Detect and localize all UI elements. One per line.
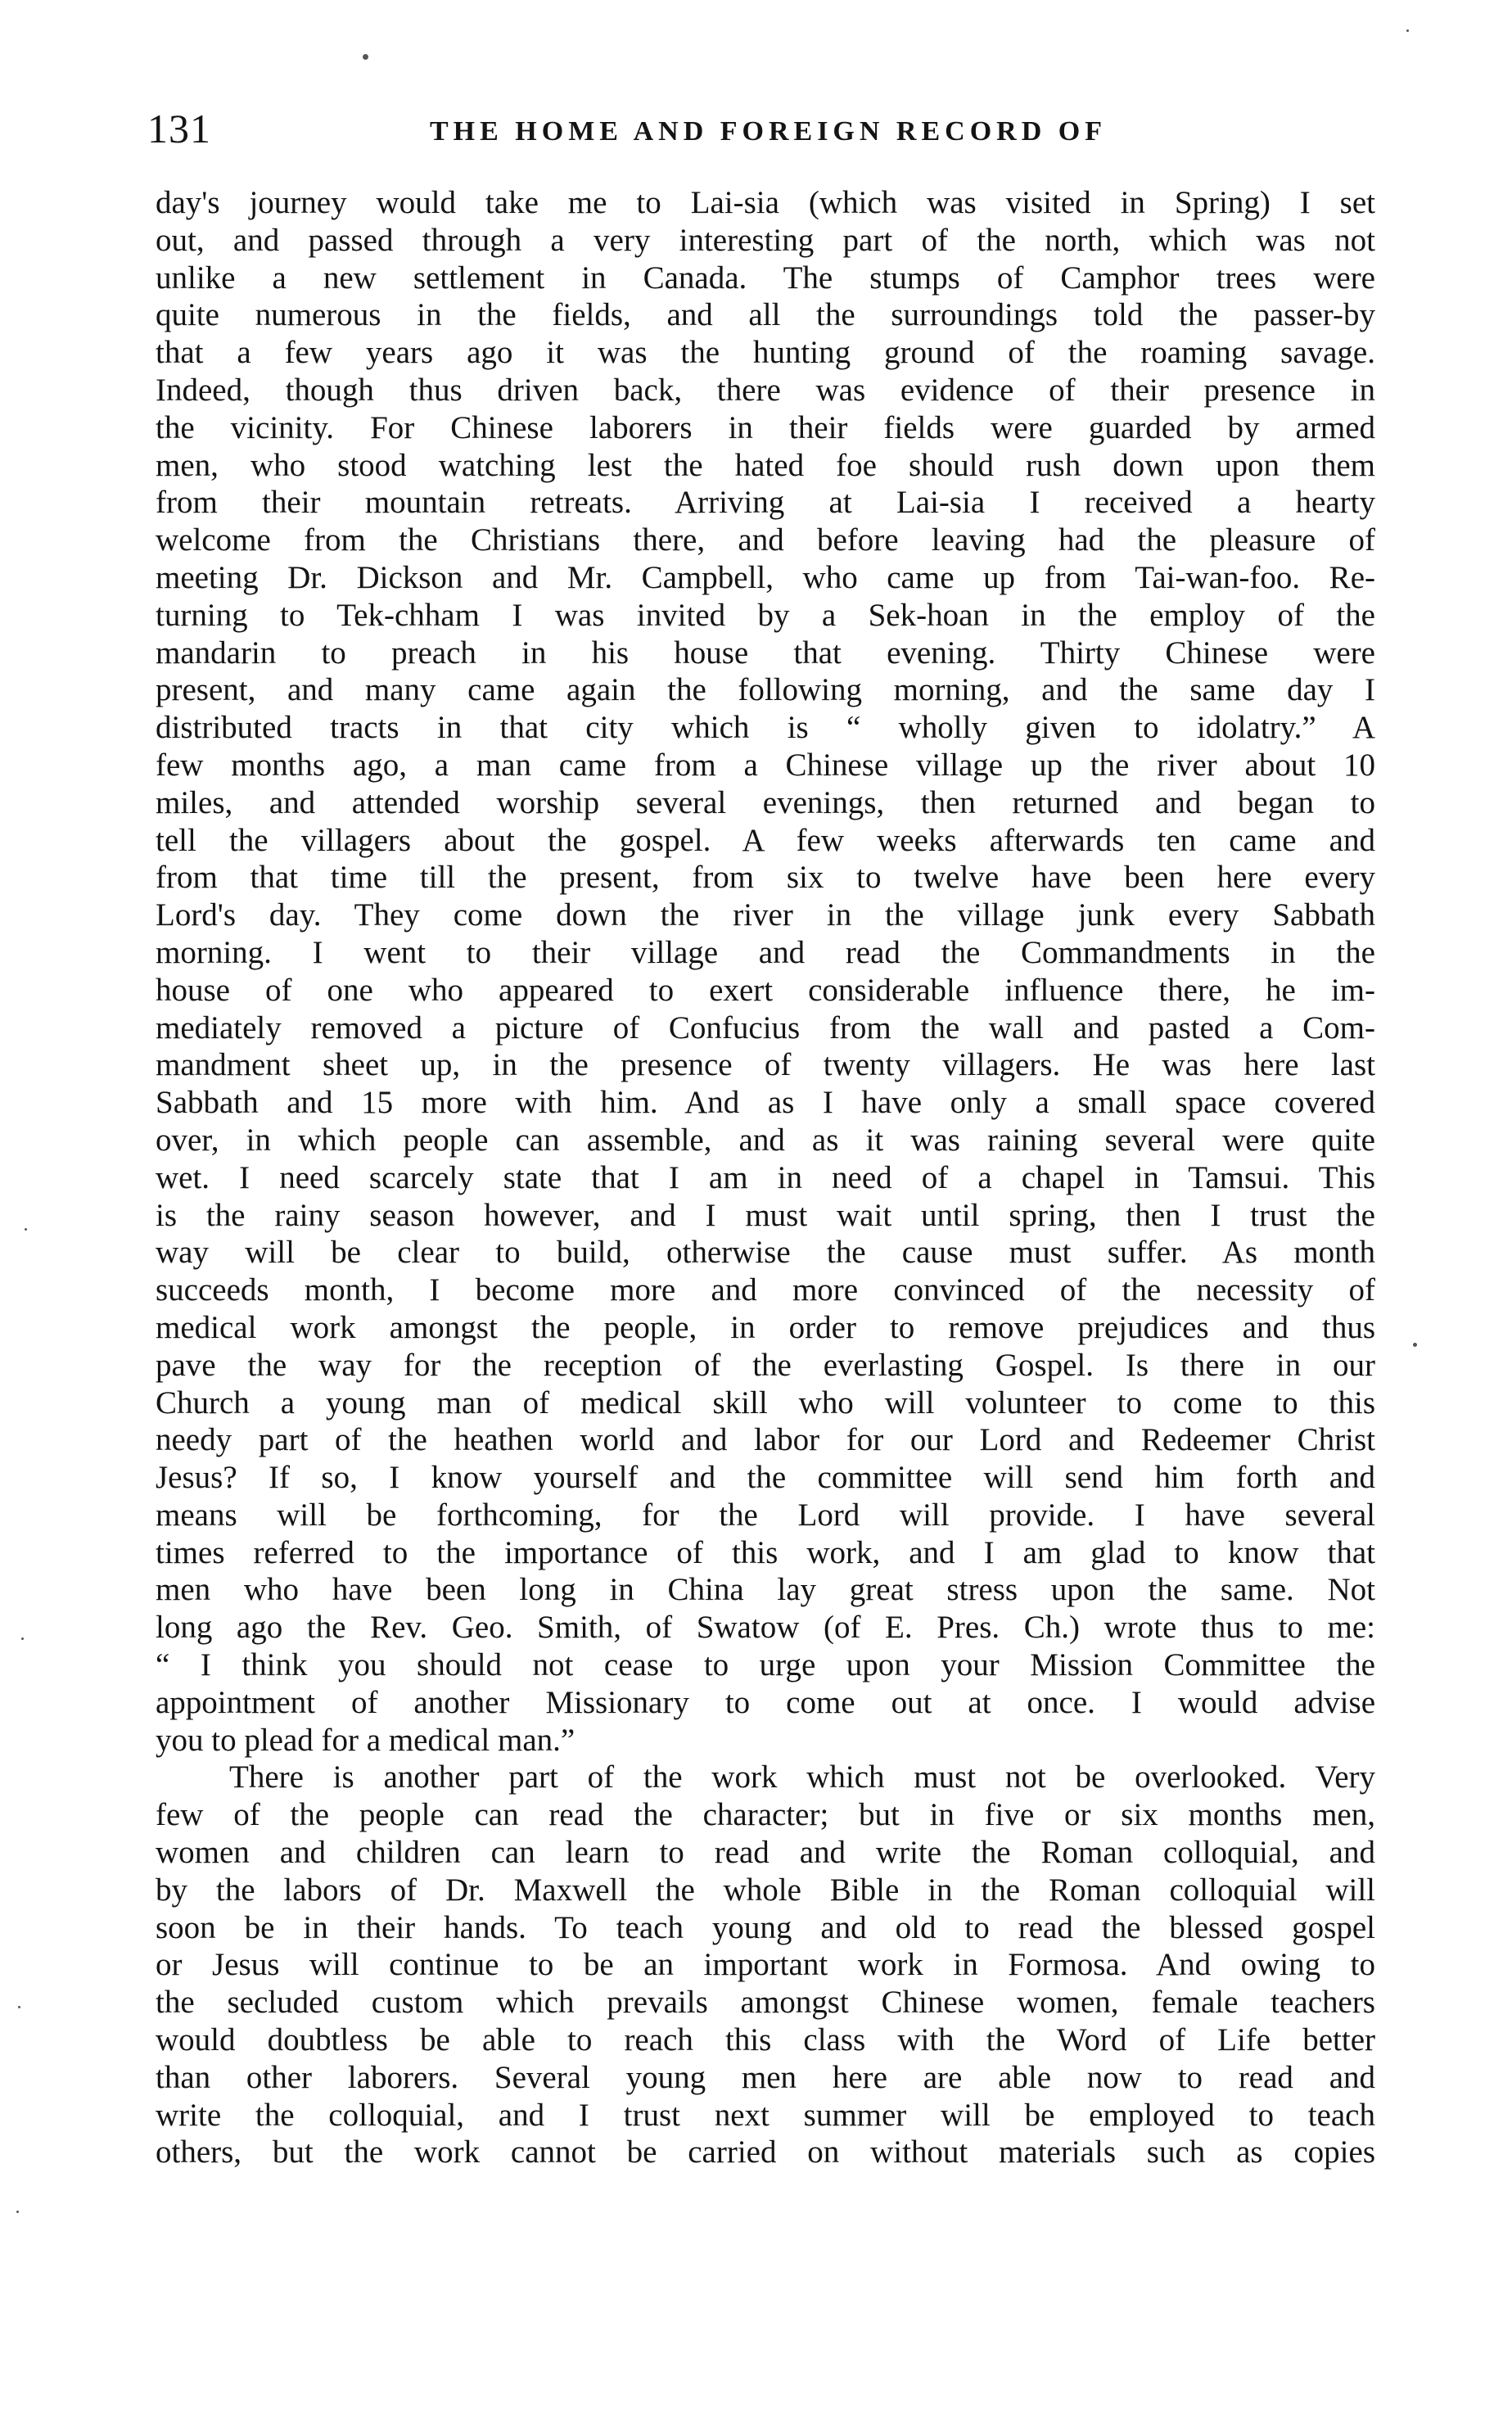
text-line: is the rainy season however, and I must wait until spring, then I trust the bbox=[156, 1197, 1375, 1233]
page-header bbox=[147, 105, 1375, 162]
text-line: needy part of the heathen world and labor for our Lord and Redeemer Christ bbox=[156, 1422, 1375, 1458]
text-line: distributed tracts in that city which is “ wholly given to idolatry.” A bbox=[156, 710, 1375, 746]
text-line: day's journey would take me to Lai-sia (which was visited in Spring) I set bbox=[156, 185, 1375, 220]
text-line: than other laborers. Several young men here are able now to read and bbox=[156, 2059, 1375, 2095]
text-line: Sabbath and 15 more with him. And as I have only a small space covered bbox=[156, 1085, 1375, 1121]
text-line: by the labors of Dr. Maxwell the whole Bible in the Roman colloquial will bbox=[156, 1872, 1375, 1908]
page-number: 131 bbox=[147, 106, 211, 151]
text-line: turning to Tek-chham I was invited by a Sek-hoan in the employ of the bbox=[156, 597, 1375, 633]
text-line: “ I think you should not cease to urge upon your Mission Committee the bbox=[156, 1647, 1375, 1683]
text-line: Jesus? If so, I know yourself and the committee will send him forth and bbox=[156, 1460, 1375, 1496]
text-line: mediately removed a picture of Confucius from the wall and pasted a Com- bbox=[156, 1010, 1375, 1046]
text-line: from their mountain retreats. Arriving at Lai-sia I received a hearty bbox=[156, 485, 1375, 521]
text-line: Indeed, though thus driven back, there was evidence of their presence in bbox=[156, 372, 1375, 408]
text-line: men who have been long in China lay great stress upon the same. Not bbox=[156, 1572, 1375, 1608]
text-line: long ago the Rev. Geo. Smith, of Swatow (of E. Pres. Ch.) wrote thus to me: bbox=[156, 1610, 1375, 1646]
scan-speck bbox=[21, 1637, 24, 1640]
text-line: would doubtless be able to reach this class with the Word of Life better bbox=[156, 2022, 1375, 2058]
text-line: the vicinity. For Chinese laborers in their fields were guarded by armed bbox=[156, 409, 1375, 445]
text-line: meeting Dr. Dickson and Mr. Campbell, who came up from Tai-wan-foo. Re- bbox=[156, 559, 1375, 595]
text-line: wet. I need scarcely state that I am in need of a chapel in Tamsui. This bbox=[156, 1159, 1375, 1195]
text-line: present, and many came again the following morning, and the same day I bbox=[156, 672, 1375, 708]
scan-speck bbox=[363, 54, 368, 60]
text-line: or Jesus will continue to be an important work in Formosa. And owing to bbox=[156, 1947, 1375, 1983]
text-line: morning. I went to their village and read the Commandments in the bbox=[156, 934, 1375, 970]
scan-speck bbox=[18, 2006, 20, 2008]
text-line: over, in which people can assemble, and as it was raining several were quite bbox=[156, 1122, 1375, 1158]
scan-speck bbox=[25, 1228, 27, 1231]
running-head: THE HOME AND FOREIGN RECORD OF bbox=[430, 116, 1107, 147]
text-line: pave the way for the reception of the everlasting Gospel. Is there in our bbox=[156, 1347, 1375, 1383]
scan-speck bbox=[1413, 1343, 1417, 1347]
text-line: Lord's day. They come down the river in the village junk every Sabbath bbox=[156, 897, 1375, 933]
text-line: house of one who appeared to exert considerable influence there, he im- bbox=[156, 972, 1375, 1008]
text-line: unlike a new settlement in Canada. The stumps of Camphor trees were bbox=[156, 260, 1375, 296]
text-line: that a few years ago it was the hunting ground of the roaming savage. bbox=[156, 335, 1375, 371]
text-line: succeeds month, I become more and more convinced of the necessity of bbox=[156, 1272, 1375, 1308]
text-line: welcome from the Christians there, and before leaving had the pleasure of bbox=[156, 522, 1375, 558]
text-line: men, who stood watching lest the hated foe should rush down upon them bbox=[156, 447, 1375, 483]
text-line: medical work amongst the people, in order to remove prejudices and thus bbox=[156, 1309, 1375, 1345]
text-line: There is another part of the work which must not be overlooked. Very bbox=[229, 1759, 1375, 1795]
text-line: Church a young man of medical skill who will volunteer to come to this bbox=[156, 1384, 1375, 1421]
text-line: soon be in their hands. To teach young and old to read the blessed gospel bbox=[156, 1909, 1375, 1945]
scan-speck bbox=[1406, 29, 1409, 32]
text-line: quite numerous in the fields, and all the surroundings told the passer-by bbox=[156, 297, 1375, 333]
text-line: write the colloquial, and I trust next summer will be employed to teach bbox=[156, 2097, 1375, 2133]
text-line: tell the villagers about the gospel. A few weeks afterwards ten came and bbox=[156, 822, 1375, 858]
text-line: from that time till the present, from six to twelve have been here every bbox=[156, 860, 1375, 896]
text-line: you to plead for a medical man.” bbox=[156, 1722, 575, 1758]
text-line: out, and passed through a very interesting part of the north, which was not bbox=[156, 222, 1375, 258]
text-line: few of the people can read the character; but in five or six months men, bbox=[156, 1797, 1375, 1833]
text-line: appointment of another Missionary to come out at once. I would advise bbox=[156, 1684, 1375, 1720]
body-text bbox=[156, 184, 1375, 2171]
text-line: means will be forthcoming, for the Lord will provide. I have several bbox=[156, 1497, 1375, 1533]
text-line: women and children can learn to read and write the Roman colloquial, and bbox=[156, 1835, 1375, 1871]
text-line: the secluded custom which prevails amongst Chinese women, female teachers bbox=[156, 1985, 1375, 2021]
text-line: mandment sheet up, in the presence of twenty villagers. He was here last bbox=[156, 1047, 1375, 1083]
scan-speck bbox=[16, 2211, 19, 2213]
text-line: way will be clear to build, otherwise the cause must suffer. As month bbox=[156, 1235, 1375, 1271]
text-line: miles, and attended worship several evenings, then returned and began to bbox=[156, 784, 1375, 820]
text-line: few months ago, a man came from a Chinese village up the river about 10 bbox=[156, 747, 1375, 783]
text-line: others, but the work cannot be carried on without materials such as copies bbox=[156, 2134, 1375, 2170]
text-line: mandarin to preach in his house that evening. Thirty Chinese were bbox=[156, 635, 1375, 671]
text-line: times referred to the importance of this work, and I am glad to know that bbox=[156, 1534, 1375, 1570]
